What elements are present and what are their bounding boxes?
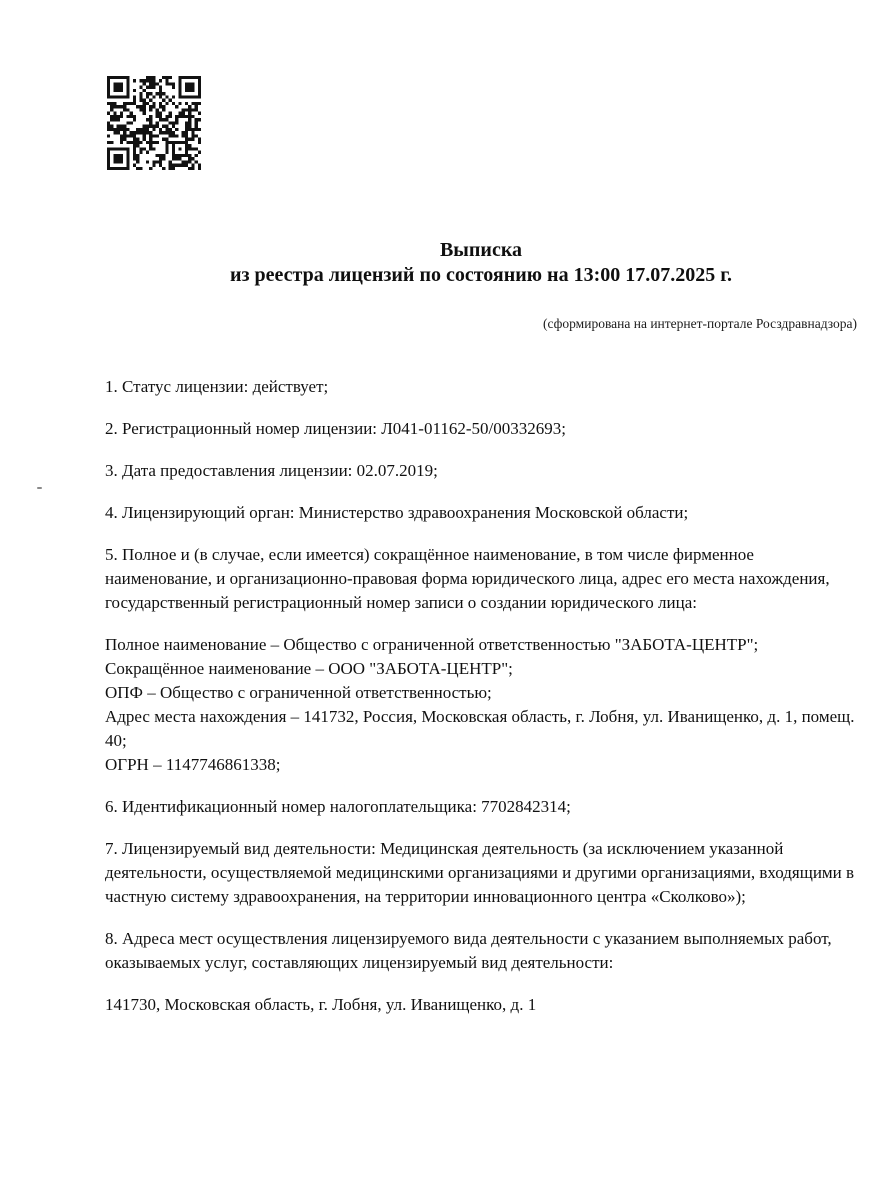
document-content xyxy=(105,238,857,1035)
org-ogrn: ОГРН – 1147746861338; xyxy=(105,755,281,774)
org-short-name: Сокращённое наименование – ООО "ЗАБОТА-ЦЕНТР"; xyxy=(105,659,513,678)
document-title xyxy=(105,238,857,288)
activity-address-line: 141730, Московская область, г. Лобня, ул. Иванищенко, д. 1 xyxy=(105,995,537,1014)
organization-details xyxy=(105,633,857,777)
licensed-activity: 7. Лицензируемый вид деятельности: Медицинская деятельность (за исключением указанной деятельности, осуществляемой медицинскими организациями и другими организациями, входящими в частную систему здравоохранения, на территории инновационного центра «Сколково»); xyxy=(105,839,855,906)
organization-heading: 5. Полное и (в случае, если имеется) сокращённое наименование, в том числе фирменное наименование, и организационно-правовая форма юридического лица, адрес его места нахождения, государственный регистрационный номер записи о создании юридического лица: xyxy=(105,545,830,612)
taxpayer-inn: 6. Идентификационный номер налогоплательщика: 7702842314; xyxy=(105,797,571,816)
org-address: Адрес места нахождения – 141732, Россия, Московская область, г. Лобня, ул. Иванищенко, д. 1, помещ. 40; xyxy=(105,707,855,750)
license-grant-date: 3. Дата предоставления лицензии: 02.07.2019; xyxy=(105,461,438,480)
title-line-1: Выписка xyxy=(439,239,523,261)
license-status: 1. Статус лицензии: действует; xyxy=(105,377,329,396)
document-body xyxy=(105,375,857,1017)
document-subtitle: (сформирована на интернет-портале Росздравнадзора) xyxy=(542,316,857,331)
org-full-name: Полное наименование – Общество с ограниченной ответственностью "ЗАБОТА-ЦЕНТР"; xyxy=(105,635,759,654)
qr-code-icon xyxy=(106,76,202,170)
org-legal-form: ОПФ – Общество с ограниченной ответственностью; xyxy=(105,683,492,702)
license-reg-number: 2. Регистрационный номер лицензии: Л041-01162-50/00332693; xyxy=(105,419,566,438)
activity-addresses-heading: 8. Адреса мест осуществления лицензируемого вида деятельности с указанием выполняемых работ, оказываемых услуг, составляющих лицензируемый вид деятельности: xyxy=(105,929,832,972)
title-line-2: из реестра лицензий по состоянию на 13:00 17.07.2025 г. xyxy=(229,264,733,286)
licensing-authority: 4. Лицензирующий орган: Министерство здравоохранения Московской области; xyxy=(105,503,689,522)
stray-scan-mark xyxy=(37,487,42,489)
